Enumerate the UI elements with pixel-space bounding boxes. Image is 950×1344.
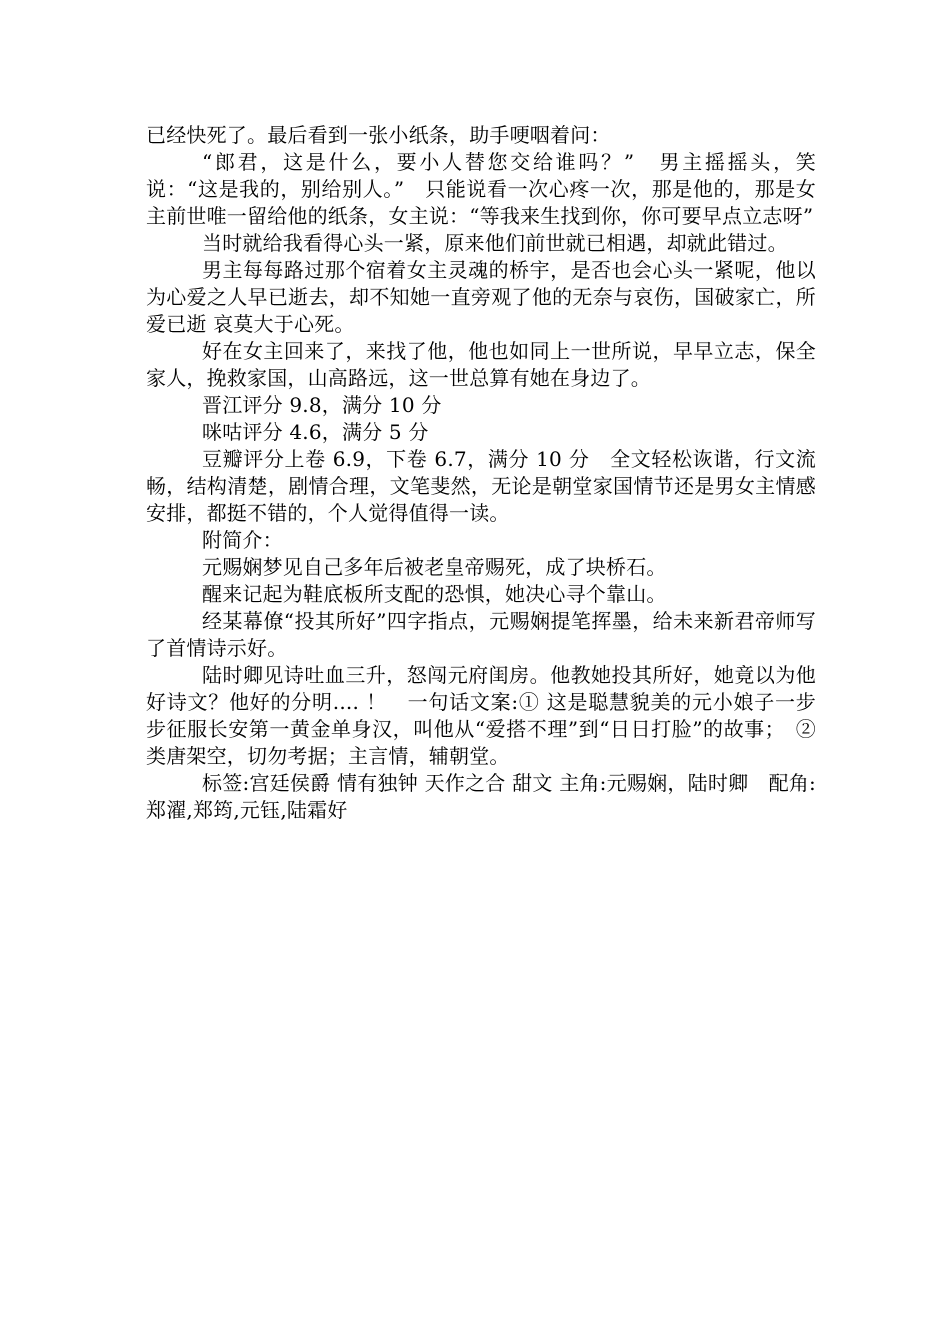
- paragraph-5: 好在女主回来了，来找了他，他也如同上一世所说，早早立志，保全家人，挽救家国，山高路远，这一世总算有她在身边了。: [146, 339, 816, 390]
- tags-paragraph: 标签:宫廷侯爵 情有独钟 天作之合 甜文 主角:元赐娴，陆时卿 配角:郑濯,郑筠,元钰,陆霜好: [146, 771, 816, 822]
- synopsis-paragraph-2: 醒来记起为鞋底板所支配的恐惧，她决心寻个靠山。: [202, 582, 667, 606]
- synopsis-paragraph-3: 经某幕僚“投其所好”四字指点，元赐娴提笔挥墨，给未来新君帝师写了首情诗示好。: [146, 609, 816, 660]
- synopsis-paragraph-1: 元赐娴梦见自己多年后被老皇帝赐死，成了块桥石。: [202, 555, 667, 579]
- synopsis-paragraph-4: 陆时卿见诗吐血三升，怒闯元府闺房。他教她投其所好，她竟以为他好诗文？他好的分明.... ！ 一句话文案:① 这是聪慧貌美的元小娘子一步步征服长安第一黄金单身汉，叫他从“爱搭不理”到“日日打脸”的故事； ②类唐架空，切勿考据；主言情，辅朝堂。: [146, 663, 816, 768]
- paragraph-2: “郎君，这是什么，要小人替您交给谁吗？” 男主摇摇头，笑说：“这是我的，别给别人。” 只能说看一次心疼一次，那是他的，那是女主前世唯一留给他的纸条，女主说：“等我来生找到你，你可要早点立志呀”: [146, 150, 816, 228]
- rating-migu: 咪咕评分 4.6，满分 5 分: [202, 420, 429, 444]
- synopsis-heading: 附简介：: [202, 528, 283, 552]
- paragraph-3: 当时就给我看得心头一紧，原来他们前世就已相遇，却就此错过。: [202, 231, 788, 255]
- paragraph-1: 已经快死了。最后看到一张小纸条，助手哽咽着问：: [146, 123, 611, 147]
- rating-douban: 豆瓣评分上卷 6.9，下卷 6.7，满分 10 分 全文轻松诙谐，行文流畅，结构清楚，剧情合理，文笔斐然，无论是朝堂家国情节还是男女主情感安排，都挺不错的，个人觉得值得一读。: [146, 447, 816, 525]
- rating-jinjiang: 晋江评分 9.8，满分 10 分: [202, 393, 442, 417]
- paragraph-4: 男主每每路过那个宿着女主灵魂的桥宇，是否也会心头一紧呢，他以为心爱之人早已逝去，却不知她一直旁观了他的无奈与哀伤，国破家亡，所爱已逝 哀莫大于心死。: [146, 258, 816, 336]
- document-body: [146, 122, 816, 824]
